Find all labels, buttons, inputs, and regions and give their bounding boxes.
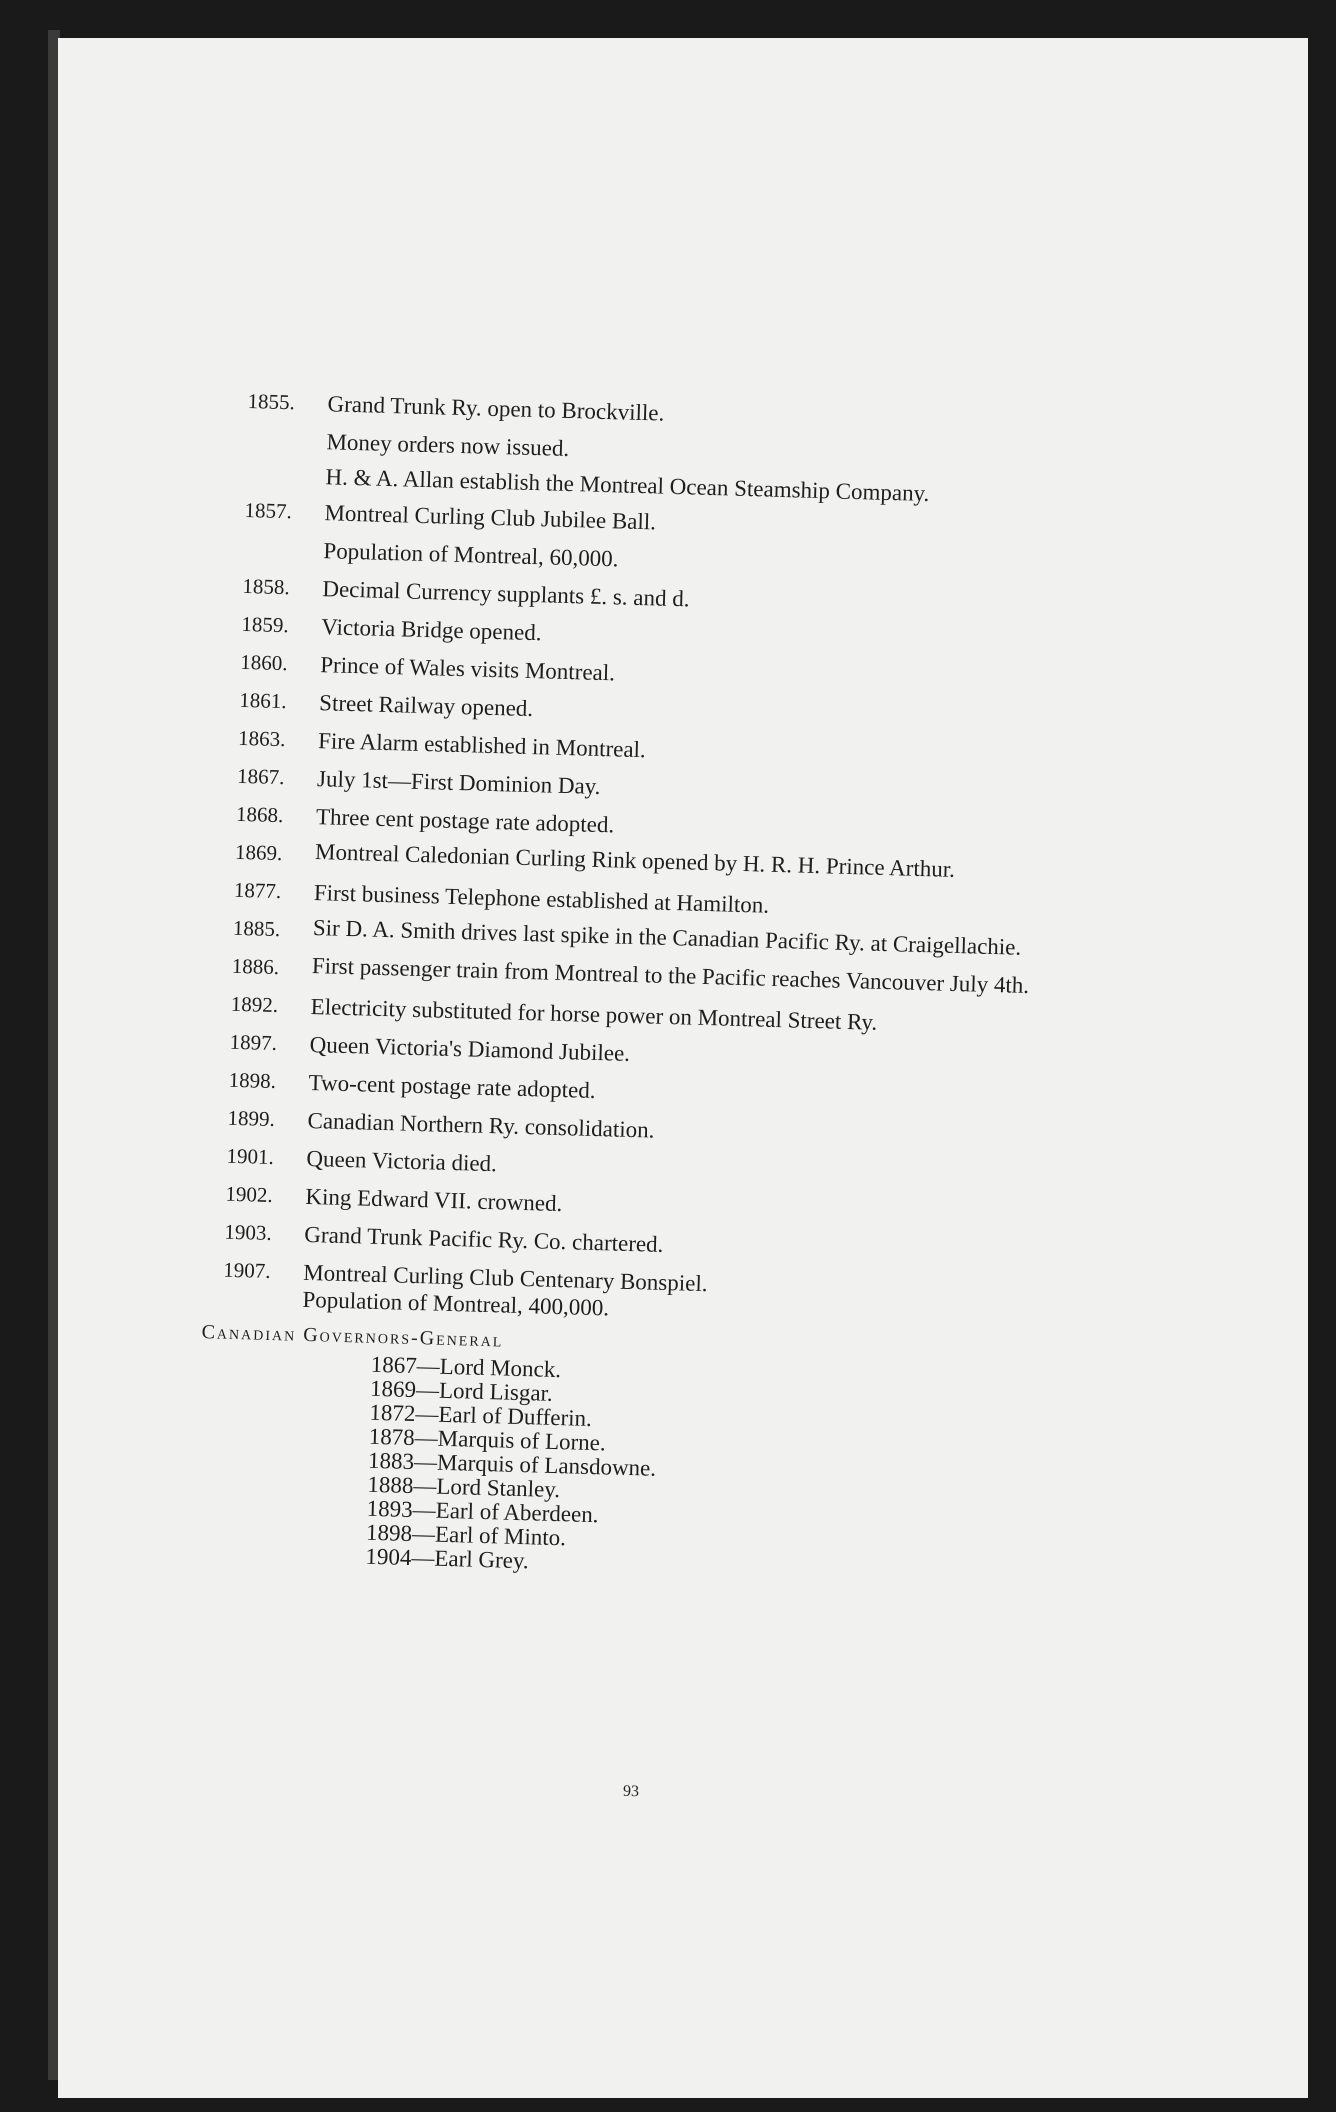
entry-year: 1867.	[236, 763, 285, 790]
entry-year: 1863.	[237, 725, 286, 752]
entry-line: First business Telephone established at Hamilton.	[313, 880, 770, 918]
entry-year: 1857.	[244, 497, 293, 524]
governor-item: 1888—Lord Stanley.	[367, 1471, 561, 1503]
entry-line: Money orders now issued.	[326, 429, 570, 461]
entry-line: Street Railway opened.	[318, 690, 534, 722]
entry-line: Montreal Curling Club Centenary Bonspiel.	[302, 1259, 708, 1297]
governor-item: 1883—Marquis of Lansdowne.	[367, 1447, 657, 1481]
entry-text	[323, 499, 1105, 586]
governor-item: 1898—Earl of Minto.	[365, 1519, 567, 1551]
entry-text	[302, 1259, 1083, 1335]
entry-line: Sir D. A. Smith drives last spike in the Canadian Pacific Ry. at Craigellachie.	[312, 915, 1022, 960]
entry-line: Queen Victoria died.	[306, 1145, 498, 1177]
entry-year: 1861.	[238, 687, 287, 714]
entry-year: 1892.	[230, 991, 279, 1018]
entry-line: Queen Victoria's Diamond Jubilee.	[309, 1031, 631, 1066]
entry-year: 1885.	[232, 915, 281, 942]
entry-line: Two-cent postage rate adopted.	[308, 1069, 596, 1103]
entry-line: King Edward VII. crowned.	[305, 1183, 563, 1217]
entry-line: Montreal Caledonian Curling Rink opened by H. R. H. Prince Arthur.	[314, 839, 956, 882]
page-number: 93	[622, 1782, 640, 1801]
governor-item: 1867—Lord Monck.	[370, 1351, 562, 1383]
entry-line: H. & A. Allan establish the Montreal Ocean Steamship Company.	[325, 464, 930, 507]
governors-general-heading: Canadian Governors-General	[201, 1321, 504, 1352]
entry-line: Decimal Currency supplants £. s. and d.	[322, 576, 690, 612]
entry-year: 1860.	[240, 649, 288, 676]
entry-year: 1903.	[224, 1219, 273, 1245]
entry-line: July 1st—First Dominion Day.	[316, 766, 601, 799]
entry-year: 1898.	[228, 1067, 277, 1094]
entry-line: Prince of Wales visits Montreal.	[319, 652, 616, 686]
entry-line: Grand Trunk Ry. open to Brockville.	[327, 391, 665, 426]
governors-general-list	[365, 1353, 1081, 1589]
entry-year: 1868.	[235, 801, 284, 828]
governor-item: 1904—Earl Grey.	[365, 1543, 530, 1574]
entry-line: Population of Montreal, 60,000.	[323, 538, 619, 572]
entry-year: 1886.	[231, 953, 280, 980]
governor-item: 1878—Marquis of Lorne.	[368, 1423, 607, 1456]
governor-item: 1893—Earl of Aberdeen.	[366, 1495, 599, 1528]
entry-year: 1902.	[225, 1181, 274, 1208]
entry-line: Electricity substituted for horse power on Montreal Street Ry.	[310, 993, 878, 1035]
chronology-entry	[245, 388, 1107, 510]
chronology-content	[201, 388, 1108, 1589]
entry-line: Montreal Curling Club Jubilee Ball.	[324, 500, 657, 535]
entry-line: Canadian Northern Ry. consolidation.	[307, 1107, 655, 1143]
entry-year: 1855.	[247, 388, 296, 415]
entry-year: 1901.	[226, 1143, 275, 1170]
entry-year: 1869.	[234, 839, 283, 866]
book-page	[58, 38, 1308, 2098]
entry-year: 1859.	[241, 611, 289, 638]
governor-item: 1869—Lord Lisgar.	[369, 1375, 554, 1406]
entry-year: 1899.	[227, 1105, 276, 1132]
entry-text	[325, 390, 1107, 510]
entry-year: 1858.	[242, 573, 291, 600]
entry-line: Population of Montreal, 400,000.	[302, 1286, 610, 1321]
entry-line: Three cent postage rate adopted.	[315, 804, 615, 838]
entry-year: 1907.	[223, 1257, 271, 1283]
entry-line: Grand Trunk Pacific Ry. Co. chartered.	[304, 1221, 664, 1257]
governor-item: 1872—Earl of Dufferin.	[369, 1399, 593, 1431]
entry-line: Victoria Bridge opened.	[321, 614, 542, 646]
chronology-entry	[222, 1257, 1083, 1335]
entry-year: 1897.	[229, 1029, 278, 1056]
entry-year: 1877.	[233, 877, 282, 904]
entry-line: First passenger train from Montreal to the Pacific reaches Vancouver July 4th.	[311, 953, 1030, 999]
chronology-entry	[243, 497, 1104, 586]
entry-line: Fire Alarm established in Montreal.	[317, 728, 647, 763]
